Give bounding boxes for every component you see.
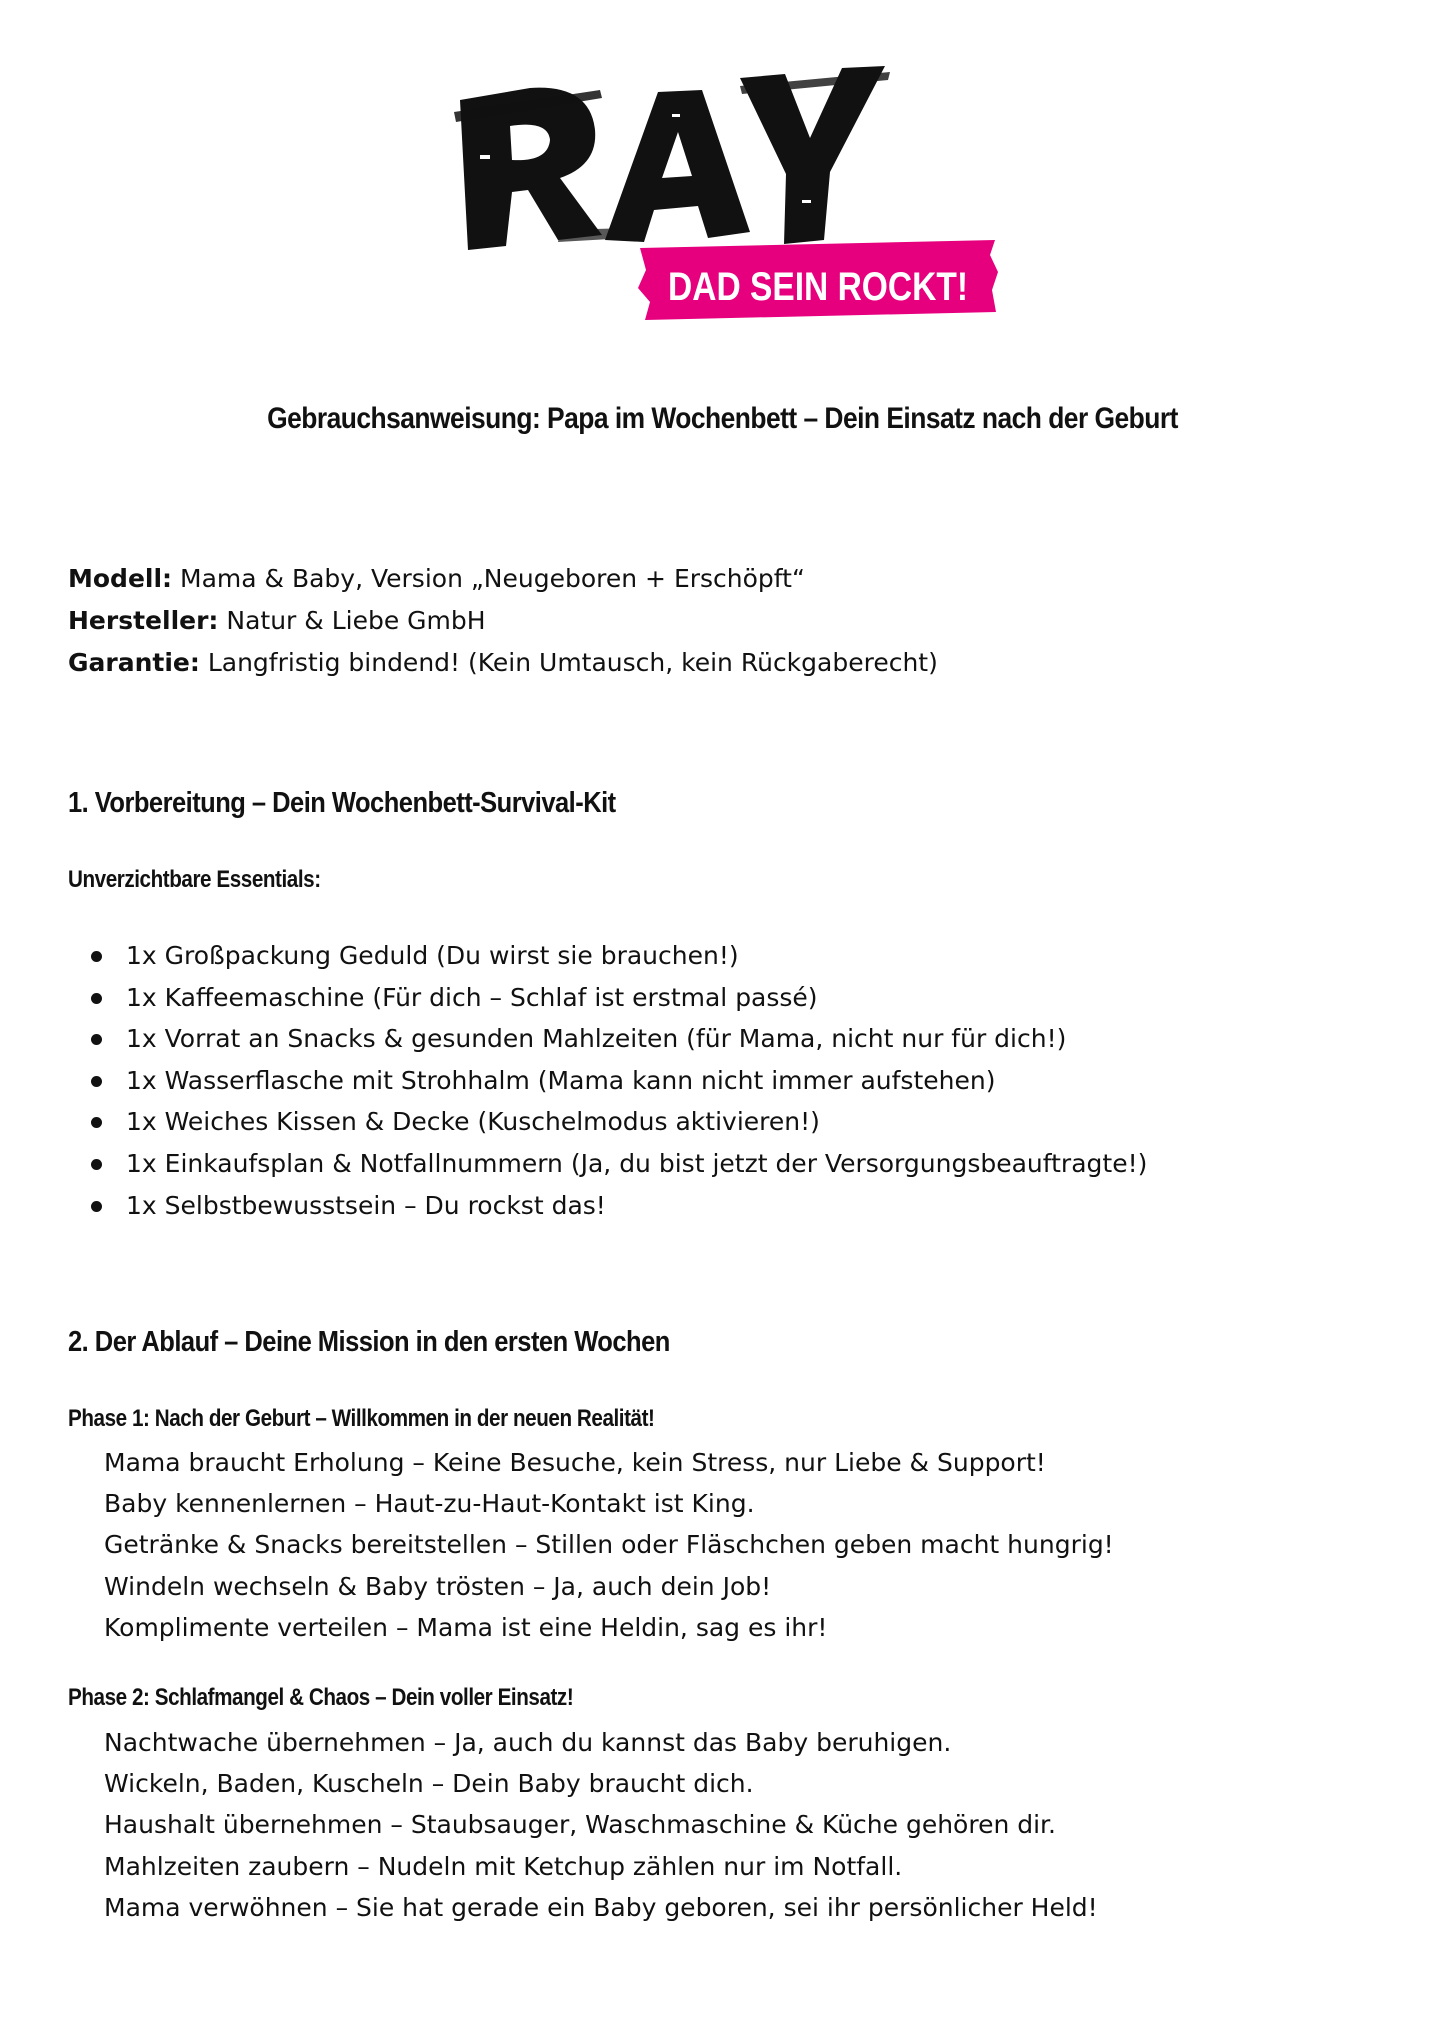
list-item: 1x Weiches Kissen & Decke (Kuschelmodus aktivieren!) — [68, 1101, 1147, 1143]
list-item: 1x Einkaufsplan & Notfallnummern (Ja, du bist jetzt der Versorgungsbeauftragte!) — [68, 1143, 1147, 1185]
phase1-heading: Phase 1: Nach der Geburt – Willkommen in der neuen Realität! — [68, 1405, 655, 1432]
list-item: Baby kennenlernen – Haut-zu-Haut-Kontakt ist King. — [104, 1489, 755, 1519]
list-item: 1x Großpackung Geduld (Du wirst sie brauchen!) — [68, 935, 1147, 977]
meta-label: Garantie: — [68, 648, 200, 677]
list-item: Komplimente verteilen – Mama ist eine Heldin, sag es ihr! — [104, 1612, 828, 1642]
ray-logo — [440, 50, 1010, 330]
list-item: 1x Kaffeemaschine (Für dich – Schlaf ist erstmal passé) — [68, 977, 1147, 1019]
meta-value: Natur & Liebe GmbH — [226, 606, 486, 635]
list-item: Mama braucht Erholung – Keine Besuche, kein Stress, nur Liebe & Support! — [104, 1448, 1046, 1477]
phase2-list — [104, 1722, 1098, 1928]
product-meta — [68, 558, 938, 684]
section1-heading: 1. Vorbereitung – Dein Wochenbett-Survival-Kit — [68, 787, 616, 819]
list-item: Wickeln, Baden, Kuscheln – Dein Baby braucht dich. — [104, 1769, 754, 1799]
list-item: Getränke & Snacks bereitstellen – Stillen oder Fläschchen geben macht hungrig! — [104, 1530, 1114, 1560]
list-item: 1x Wasserflasche mit Strohhalm (Mama kann nicht immer aufstehen) — [68, 1060, 1147, 1102]
bullet-icon — [91, 1201, 102, 1212]
phase2-heading: Phase 2: Schlafmangel & Chaos – Dein voller Einsatz! — [68, 1684, 574, 1711]
logo-tagline-banner — [638, 240, 998, 320]
meta-row-modell — [68, 558, 938, 600]
logo-wordmark — [454, 66, 890, 250]
list-item: 1x Vorrat an Snacks & gesunden Mahlzeiten (für Mama, nicht nur für dich!) — [68, 1018, 1147, 1060]
bullet-icon — [91, 1159, 102, 1170]
bullet-icon — [91, 1117, 102, 1128]
list-item: Mahlzeiten zaubern – Nudeln mit Ketchup zählen nur im Notfall. — [104, 1851, 903, 1881]
logo-tagline: DAD SEIN ROCKT! — [668, 265, 968, 309]
list-item: Haushalt übernehmen – Staubsauger, Waschmaschine & Küche gehören dir. — [104, 1810, 1056, 1840]
list-item: Nachtwache übernehmen – Ja, auch du kannst das Baby beruhigen. — [104, 1728, 952, 1757]
meta-row-garantie — [68, 642, 938, 684]
list-item: Windeln wechseln & Baby trösten – Ja, auch dein Job! — [104, 1571, 772, 1601]
list-item: 1x Selbstbewusstsein – Du rockst das! — [68, 1185, 1147, 1227]
meta-value: Langfristig bindend! (Kein Umtausch, kein Rückgaberecht) — [207, 648, 938, 677]
section1-subheading: Unverzichtbare Essentials: — [68, 866, 321, 893]
meta-label: Hersteller: — [68, 606, 219, 635]
meta-value: Mama & Baby, Version „Neugeboren + Erschöpft“ — [180, 564, 805, 593]
list-item: Mama verwöhnen – Sie hat gerade ein Baby geboren, sei ihr persönlicher Held! — [104, 1892, 1098, 1922]
meta-row-hersteller — [68, 600, 938, 642]
phase1-list — [104, 1442, 1114, 1648]
meta-label: Modell: — [68, 564, 173, 593]
bullet-icon — [91, 993, 102, 1004]
essentials-list — [68, 935, 1147, 1226]
bullet-icon — [91, 1076, 102, 1087]
bullet-icon — [91, 1034, 102, 1045]
bullet-icon — [91, 951, 102, 962]
page-title: Gebrauchsanweisung: Papa im Wochenbett – Dein Einsatz nach der Geburt — [267, 402, 1178, 435]
section2-heading: 2. Der Ablauf – Deine Mission in den ersten Wochen — [68, 1326, 670, 1358]
